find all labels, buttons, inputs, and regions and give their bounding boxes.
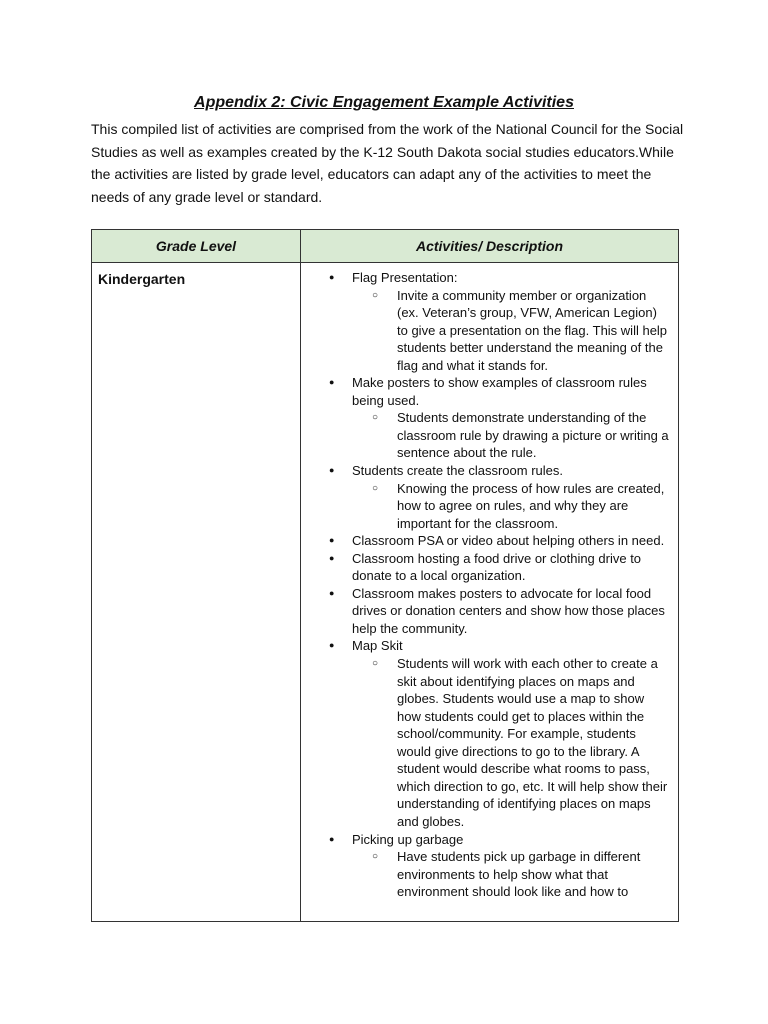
- document-title: Appendix 2: Civic Engagement Example Activities: [194, 94, 574, 111]
- intro-paragraph: This compiled list of activities are comprised from the work of the National Council for the Social Studies as well as examples created by the K-12 South Dakota social studies educators.While the activities are listed by grade level, educators can adapt any of the activities to meet the needs of any grade level or standard.: [91, 121, 684, 205]
- activity-item: [301, 532, 678, 550]
- activity-subitem: ○ Students will work with each other to create a skit about identifying places on maps and globes. Students would use a map to show how students could get to places within the school/community. For example, students would give directions to go to the library. A student would describe what rooms to pass, which direction to go, etc. It will help show their understanding of identifying places on maps and globes.: [346, 655, 670, 830]
- activity-text: Flag Presentation:: [352, 270, 458, 285]
- activity-item: [301, 550, 678, 585]
- activity-subitem: ○ Knowing the process of how rules are created, how to agree on rules, and why they are important for the classroom.: [346, 480, 670, 533]
- activities-cell: [301, 269, 678, 901]
- activity-subitem: ○ Invite a community member or organization (ex. Veteran’s group, VFW, American Legion) to give a presentation on the flag. This will help students better understand the meaning of the flag and what it stands for.: [346, 287, 670, 375]
- activity-item: [301, 462, 678, 532]
- activity-text: Classroom PSA or video about helping others in need.: [352, 533, 665, 549]
- activity-subitem: ○ Have students pick up garbage in different environments to help show what that environment should look like and how to: [346, 848, 670, 901]
- activity-list: [301, 269, 678, 901]
- activity-text: Picking up garbage: [352, 831, 464, 847]
- header-grade-level: Grade Level: [155, 238, 237, 254]
- activity-item: [301, 374, 678, 462]
- activity-sublist: [352, 287, 670, 375]
- activity-item: [301, 269, 678, 374]
- header-activities-description: Activities/ Description: [415, 238, 564, 254]
- activity-text: Make posters to show examples of classroom rules being used.: [352, 375, 647, 408]
- activity-item: [301, 585, 678, 638]
- activity-text: Classroom makes posters to advocate for local food drives or donation centers and show how those places help the community.: [352, 585, 665, 636]
- table-header-row: [92, 230, 678, 263]
- activities-table: [91, 229, 679, 922]
- activity-sublist: [352, 848, 670, 901]
- activity-text: Map Skit: [352, 638, 403, 654]
- activity-text: Students create the classroom rules.: [352, 463, 563, 479]
- activity-subitem: ○ Students demonstrate understanding of the classroom rule by drawing a picture or writing a sentence about the rule.: [346, 409, 670, 462]
- activity-sublist: [352, 409, 670, 462]
- activity-sublist: [352, 655, 670, 830]
- activity-item: [301, 637, 678, 830]
- activity-sublist: [352, 480, 670, 533]
- activity-item: [301, 831, 678, 901]
- grade-cell: Kindergarten: [98, 271, 186, 287]
- activity-text: Classroom hosting a food drive or clothing drive to donate to a local organization.: [352, 550, 642, 584]
